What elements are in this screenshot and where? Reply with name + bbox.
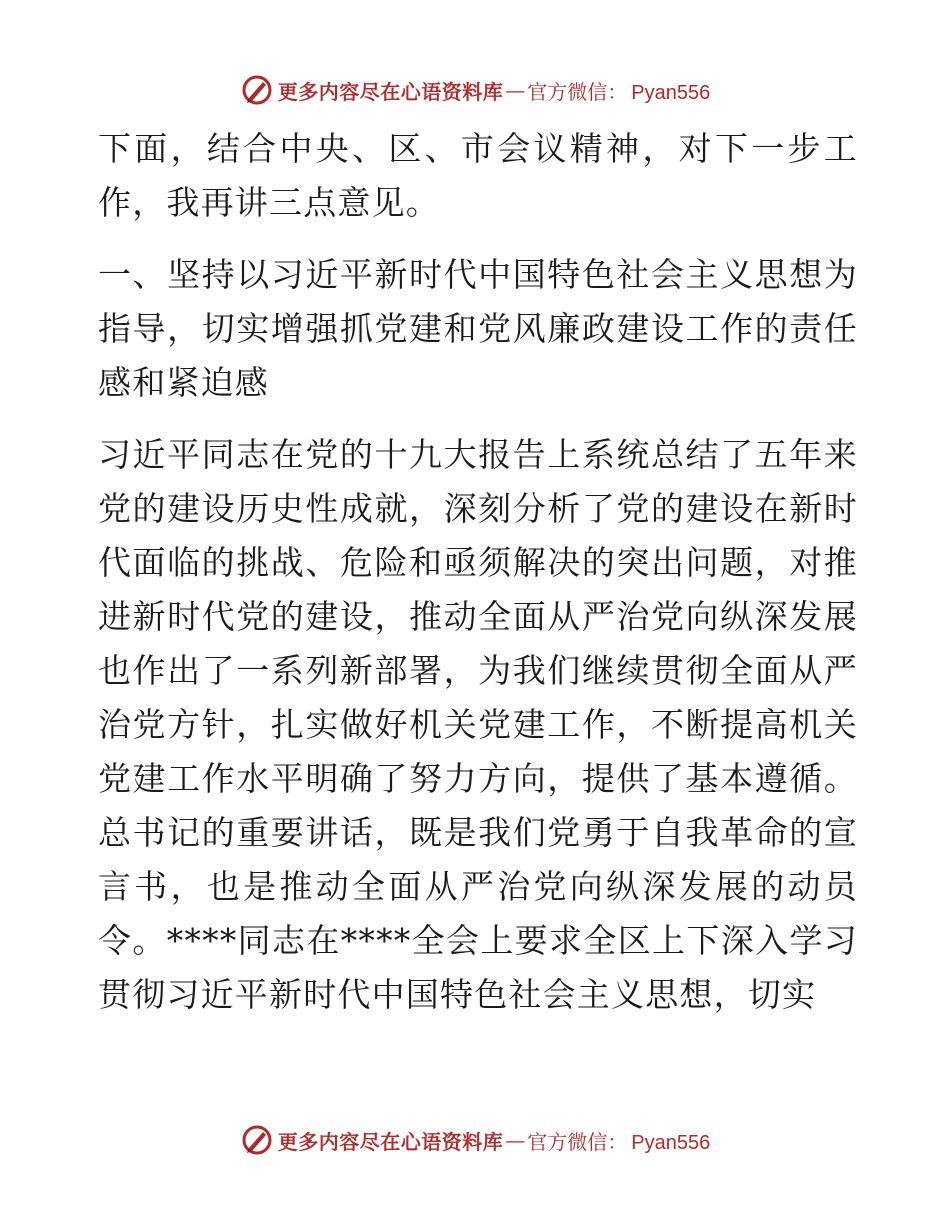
banner-wechat-id: Pyan556 — [631, 1131, 711, 1154]
document-body — [98, 120, 858, 1040]
footer-banner — [0, 1120, 950, 1160]
pen-logo-icon — [240, 73, 274, 107]
banner-wechat-label: 官方微信： — [527, 1129, 628, 1154]
banner-wechat — [527, 1126, 710, 1155]
banner-site-text: 更多内容尽在心语资料库 — [277, 79, 504, 104]
pen-logo-icon — [240, 1123, 274, 1157]
banner-wechat-label: 官方微信： — [527, 79, 628, 104]
paragraph-body: 习近平同志在党的十九大报告上系统总结了五年来党的建设历史性成就，深刻分析了党的建设在新时代面临的挑战、危险和亟须解决的突出问题，对推进新时代党的建设，推动全面从严治党向纵深发展也作出了一系列新部署，为我们继续贯彻全面从严治党方针，扎实做好机关党建工作，不断提高机关党建工作水平明确了努力方向，提供了基本遵循。总书记的重要讲话，既是我们党勇于自我革命的宣言书，也是推动全面从严治党向纵深发展的动员令。****同志在****全会上要求全区上下深入学习贯彻习近平新时代中国特色社会主义思想，切实 — [98, 435, 858, 1014]
banner-wechat-id: Pyan556 — [631, 81, 711, 104]
section-heading-1: 一、坚持以习近平新时代中国特色社会主义思想为指导，切实增强抓党建和党风廉政建设工作的责任感和紧迫感 — [98, 255, 858, 402]
header-banner — [0, 70, 950, 110]
banner-wechat — [527, 76, 710, 105]
banner-dash: — — [505, 78, 526, 102]
banner-dash: — — [505, 1128, 526, 1152]
paragraph-intro: 下面，结合中央、区、市会议精神，对下一步工作，我再讲三点意见。 — [98, 129, 858, 222]
banner-site-text: 更多内容尽在心语资料库 — [277, 1129, 504, 1154]
